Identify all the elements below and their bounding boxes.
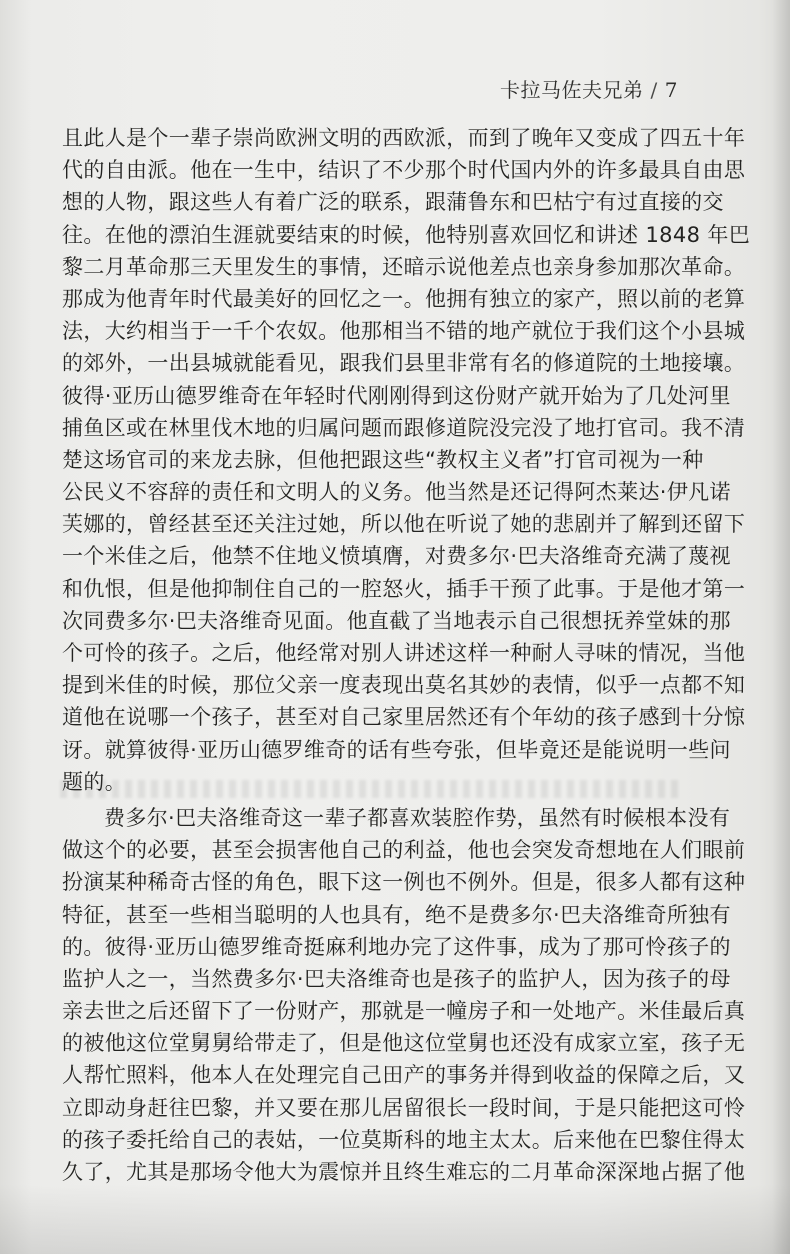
text-line: 监护人之一，当然费多尔·巴夫洛维奇也是孩子的监护人，因为孩子的母 xyxy=(62,966,731,991)
text-line: 道他在说哪一个孩子，甚至对自己家里居然还有个年幼的孩子感到十分惊 xyxy=(62,705,746,730)
text-line: 久了，尤其是那场令他大为震惊并且终生难忘的二月革命深深地占据了他 xyxy=(62,1160,746,1184)
text-line: 亲去世之后还留下了一份财产，那就是一幢房子和一处地产。米佳最后真 xyxy=(62,999,746,1024)
text-line: 的。彼得·亚历山德罗维奇挺麻利地办完了这件事，成为了那可怜孩子的 xyxy=(62,934,731,959)
text-line: 提到米佳的时候，那位父亲一度表现出莫名其妙的表情，似乎一点都不知 xyxy=(62,673,746,698)
text-line: 和仇恨，但是他抑制住自己的一腔怒火，插手干预了此事。于是他才第一 xyxy=(62,576,746,601)
text-line: 题的。 xyxy=(62,769,127,794)
text-line: 立即动身赶往巴黎，并又要在那儿居留很长一段时间，于是只能把这可怜 xyxy=(62,1095,746,1120)
text-line: 一个米佳之后，他禁不住地义愤填膺，对费多尔·巴夫洛维奇充满了蔑视 xyxy=(62,544,731,569)
running-header xyxy=(500,74,678,103)
body-text xyxy=(62,122,751,1188)
paragraph-1 xyxy=(62,122,751,798)
text-line: 的郊外，一出县城就能看见，跟我们县里非常有名的修道院的土地接壤。 xyxy=(62,351,746,376)
text-line: 个可怜的孩子。之后，他经常对别人讲述这样一种耐人寻味的情况，当他 xyxy=(62,641,746,665)
text-line: 的被他这位堂舅舅给带走了，但是他这位堂舅也还没有成家立室，孩子无 xyxy=(62,1031,746,1056)
text-line: 黎二月革命那三天里发生的事情，还暗示说他差点也亲身参加那次革命。 xyxy=(62,254,746,279)
page-bottom-shadow xyxy=(0,1184,790,1254)
text-line: 费多尔·巴夫洛维奇这一辈子都喜欢装腔作势，虽然有时候根本没有 xyxy=(104,805,731,830)
text-line: 那成为他青年时代最美好的回忆之一。他拥有独立的家产，照以前的老算 xyxy=(62,286,746,311)
text-line: 往。在他的漂泊生涯就要结束的时候，他特别喜欢回忆和讲述 1848 年巴 xyxy=(62,222,751,247)
text-line: 楚这场官司的来龙去脉，但他把跟这些“教权主义者”打官司视为一种 xyxy=(62,447,704,472)
text-line: 的孩子委托给自己的表姑，一位莫斯科的地主太太。后来他在巴黎住得太 xyxy=(62,1127,746,1152)
text-line: 特征，甚至一些相当聪明的人也具有，绝不是费多尔·巴夫洛维奇所独有 xyxy=(62,902,731,927)
text-line: 公民义不容辞的责任和文明人的义务。他当然是还记得阿杰莱达·伊凡诺 xyxy=(62,480,731,505)
text-line: 芙娜的，曾经甚至还关注过她，所以他在听说了她的悲剧并了解到还留下 xyxy=(62,512,746,537)
text-line: 法，大约相当于一千个农奴。他那相当不错的地产就位于我们这个小县城 xyxy=(62,319,746,344)
text-line: 次同费多尔·巴夫洛维奇见面。他直截了当地表示自己很想抚养堂妹的那 xyxy=(62,608,731,633)
text-line: 捕鱼区或在林里伐木地的归属问题而跟修道院没完没了地打官司。我不清 xyxy=(62,415,746,440)
book-title: 卡拉马佐夫兄弟 xyxy=(500,78,644,102)
text-line: 彼得·亚历山德罗维奇在年轻时代刚刚得到这份财产就开始为了几处河里 xyxy=(62,383,731,408)
page-number: 7 xyxy=(664,78,678,102)
text-line: 扮演某种稀奇古怪的角色，眼下这一例也不例外。但是，很多人都有这种 xyxy=(62,870,746,895)
text-line: 代的自由派。他在一生中，结识了不少那个时代国内外的许多最具自由思 xyxy=(62,158,746,183)
text-line: 人帮忙照料，他本人在处理完自己田产的事务并得到收益的保障之后，又 xyxy=(62,1063,746,1088)
text-line: 做这个的必要，甚至会损害他自己的利益，他也会突发奇想地在人们眼前 xyxy=(62,838,746,863)
text-line: 讶。就算彼得·亚历山德罗维奇的话有些夸张，但毕竟还是能说明一些问 xyxy=(62,737,731,762)
page-edge-shadow xyxy=(772,0,790,1254)
text-line: 且此人是个一辈子崇尚欧洲文明的西欧派，而到了晚年又变成了四五十年 xyxy=(62,126,746,150)
text-line: 想的人物，跟这些人有着广泛的联系，跟蒲鲁东和巴枯宁有过直接的交 xyxy=(62,190,724,215)
header-separator: / xyxy=(650,78,658,102)
paragraph-2 xyxy=(62,802,746,1188)
